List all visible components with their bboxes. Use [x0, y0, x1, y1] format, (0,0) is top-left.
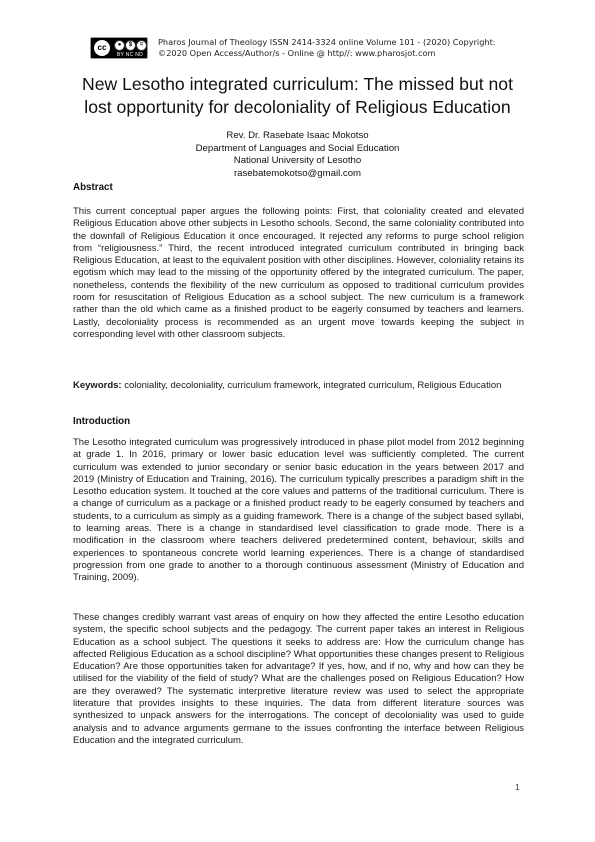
- author-email: rasebatemokotso@gmail.com: [233, 167, 362, 179]
- noncommercial-icon: $: [125, 40, 136, 51]
- title-line-2: lost opportunity for decoloniality of Religious Education: [84, 97, 511, 117]
- license-label: BY NC ND: [116, 52, 144, 58]
- noderivatives-icon: =: [136, 40, 147, 51]
- introduction-paragraph-2: These changes credibly warrant vast areas of enquiry on how they affected the entire Lesotho education system, the specific school subjects and the pedagogy. The current paper takes an interest in Religious Education as a school subject. The questions it seeks to address are: How the curriculum change has affected Religious Education as a school discipline? What opportunities these changes present to Religious Education? Are those opportunities taken for advantage? If yes, how, and if no, why and how can they be utilised for the viability of the field of study? What are the challenges posed on Religious Education? How are they overawed? The systematic interpretive literature review was used to select the appropriate literature that provides insights to these inquiries. The data from different literature sources was synthesized to unpack answers for the interrogations. The concept of decoloniality was used to guide analysis and to advance arguments germane to the issues confronting the interface between Religious Education and the integrated curriculum.: [73, 612, 524, 746]
- abstract-heading: Abstract: [73, 182, 113, 193]
- introduction-heading: Introduction: [73, 416, 131, 427]
- journal-header: [90, 35, 550, 63]
- journal-citation: [158, 37, 558, 59]
- journal-line-1: Pharos Journal of Theology ISSN 2414-3324 online Volume 101 - (2020) Copyright:: [158, 37, 496, 47]
- keywords-text: coloniality, decoloniality, curriculum framework, integrated curriculum, Religious Education: [121, 380, 502, 391]
- author-institution: National University of Lesotho: [233, 155, 362, 167]
- paper-title: [60, 73, 535, 119]
- attribution-icon: ●: [114, 40, 125, 51]
- introduction-paragraph-1: The Lesotho integrated curriculum was progressively introduced in phase pilot model from 2012 beginning at grade 1. In 2016, primary or lower basic education level was sufficiently completed. The current curriculum was extended to junior secondary or senior basic education in the years between 2017 and 2019 (Ministry of Education and Training, 2016). The curriculum typically prescribes a paradigm shift in the Lesotho education system. It touched at the core values and patterns of the traditional curriculum. There is a change of curriculum as a package or a finished product ready to be eagerly consumed by teachers and students, to a curriculum as simply as a guiding framework. There is a change of the subject based syllabi, to learning areas. There is a change in standardised level classification to grade mode. There is a modification in the classroom where teachers delivered predetermined content, behaviour, skills and experiences to spontaneous concrete world learning experiences. There is a change of standardised progression from one grade to another to a thorough continuous assessment (Ministry of Education and Training, 2009).: [73, 437, 524, 584]
- title-line-1: New Lesotho integrated curriculum: The missed but not: [82, 74, 513, 94]
- page-number: 1: [515, 782, 520, 792]
- cc-icon: cc: [93, 39, 111, 57]
- author-block: [130, 130, 465, 180]
- keywords-label: Keywords:: [73, 380, 122, 391]
- creative-commons-license-logo: [90, 37, 148, 59]
- journal-line-2: ©2020 Open Access/Author/s - Online @ http//: www.pharosjot.com: [158, 48, 436, 58]
- author-department: Department of Languages and Social Education: [195, 142, 400, 154]
- author-name: Rev. Dr. Rasebate Isaac Mokotso: [226, 130, 369, 141]
- abstract-text: This current conceptual paper argues the following points: First, that coloniality created and elevated Religious Education above other subjects in Lesotho schools. Second, the same coloniality contributed into the downfall of Religious Education it once encouraged. It rejected any reforms to purge school religion from “religiousness.” Third, the recent introduced integrated curriculum contributed in bringing back Religious Education, at least to the equivalent position with other disciplines. However, coloniality retains its egotism which may lead to the missing of the opportunity offered by the integrated curriculum. The paper, nonetheless, contends the flexibility of the new curriculum as opposed to traditional curriculum provides room for resuscitation of Religious Education as a school subject. The new curriculum is a framework rather than the old which came as a finished product to be eagerly consumed by teachers and learners. Lastly, decoloniality process is recommended as an urgent move towards keeping the subject in corresponding level with other classroom subjects.: [73, 206, 524, 340]
- keywords: [73, 380, 524, 392]
